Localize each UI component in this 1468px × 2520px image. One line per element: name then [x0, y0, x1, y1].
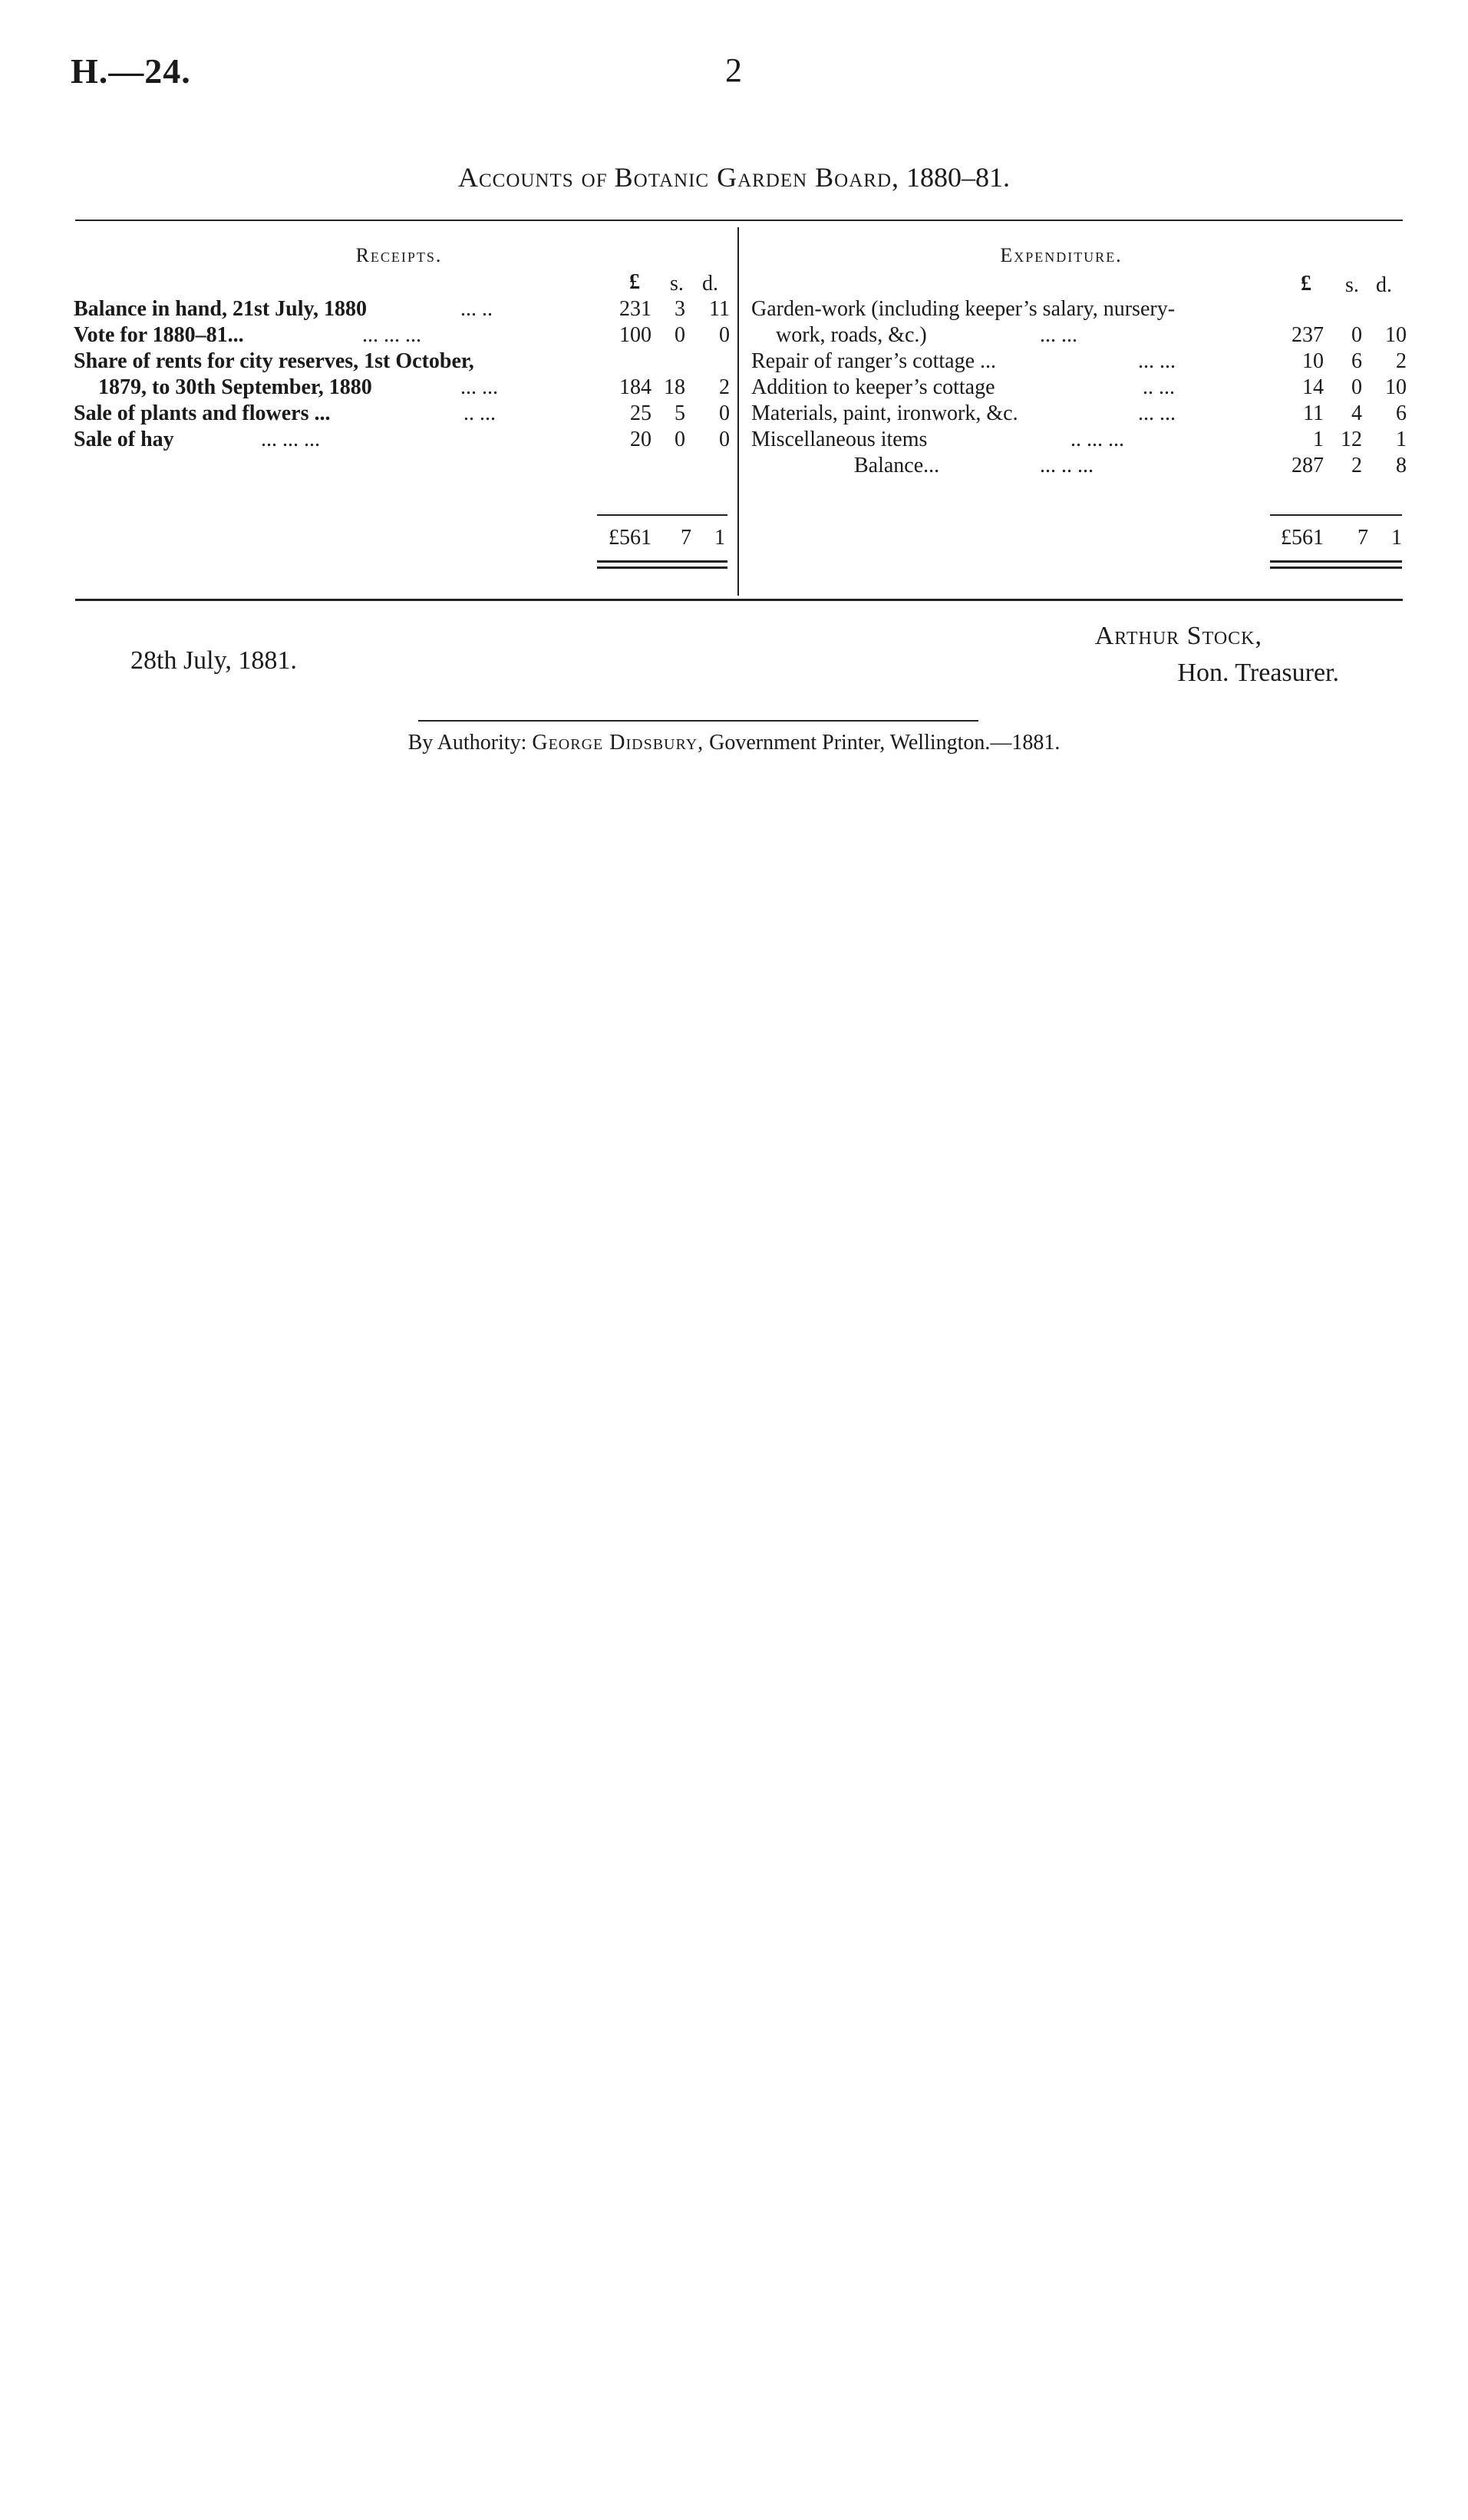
receipt-shillings: 18 — [664, 375, 685, 399]
expenditure-label: Materials, paint, ironwork, &c. — [751, 401, 1018, 425]
receipts-total-pounds: £561 — [609, 526, 652, 550]
expenditure-total-row — [739, 525, 1407, 551]
expenditure-pence: 10 — [1385, 323, 1407, 347]
receipt-row — [0, 348, 737, 401]
expenditure-leader: ... ... — [1138, 349, 1176, 373]
receipts-total-rule-top — [597, 514, 727, 516]
receipt-label: Sale of plants and flowers ... — [74, 401, 331, 425]
expenditure-total-shillings: 7 — [1357, 526, 1368, 550]
bottom-rule — [75, 599, 1403, 601]
receipt-label: Balance in hand, 21st July, 1880 — [74, 297, 367, 321]
expenditure-leader: .. ... ... — [1070, 428, 1124, 451]
expenditure-heading: Expenditure. — [1000, 244, 1123, 266]
receipt-row — [0, 296, 737, 322]
expenditure-double-rule-1 — [1270, 560, 1402, 563]
receipt-shillings: 0 — [675, 323, 685, 347]
receipts-shillings-header: s. — [670, 272, 684, 296]
expenditure-leader: .. ... — [1143, 375, 1175, 399]
expenditure-label-continued: work, roads, &c.) — [776, 323, 927, 347]
expenditure-shillings: 12 — [1341, 428, 1362, 451]
expenditure-row — [739, 401, 1407, 427]
receipts-total-row — [0, 525, 737, 551]
receipt-label: Share of rents for city reserves, 1st October, — [74, 349, 474, 373]
receipt-pounds: 25 — [630, 401, 652, 425]
expenditure-pounds: 287 — [1292, 454, 1324, 477]
receipt-leader: ... ... — [460, 375, 498, 399]
expenditure-label: Garden-work (including keeper’s salary, nursery- — [751, 297, 1176, 321]
receipt-pounds: 184 — [619, 375, 652, 399]
expenditure-pence: 2 — [1396, 349, 1407, 373]
signatory-title: Hon. Treasurer. — [1177, 659, 1339, 687]
title-prefix: Accounts of — [457, 162, 608, 193]
expenditure-total-rule-top — [1270, 514, 1402, 516]
expenditure-total-pence: 1 — [1391, 526, 1402, 550]
receipt-shillings: 0 — [675, 428, 685, 451]
receipts-total-pence: 1 — [714, 526, 725, 550]
receipt-pence: 0 — [719, 323, 730, 347]
expenditure-pounds: 11 — [1303, 401, 1324, 425]
receipt-pence: 11 — [709, 297, 730, 321]
expenditure-shillings: 6 — [1351, 349, 1362, 373]
expenditure-label: Repair of ranger’s cottage ... — [751, 349, 997, 373]
receipt-pounds: 20 — [630, 428, 652, 451]
imprint-suffix: Government Printer, Wellington.—1881. — [709, 731, 1061, 755]
expenditure-pence: 6 — [1396, 401, 1407, 425]
expenditure-section — [739, 0, 1407, 599]
expenditure-row — [739, 375, 1407, 401]
receipt-leader: .. ... — [463, 401, 496, 425]
document-id: H.—24. — [71, 51, 191, 91]
expenditure-shillings-header: s. — [1345, 273, 1359, 297]
footer-rule — [418, 720, 978, 722]
expenditure-row — [739, 453, 1407, 479]
expenditure-leader: ... .. ... — [1040, 454, 1094, 477]
signing-date: 28th July, 1881. — [130, 646, 297, 675]
expenditure-pounds-header: £ — [1301, 272, 1311, 296]
receipt-shillings: 5 — [675, 401, 685, 425]
expenditure-pence-header: d. — [1376, 273, 1392, 297]
expenditure-label: Addition to keeper’s cottage — [751, 375, 995, 399]
expenditure-pounds: 237 — [1292, 323, 1324, 347]
receipts-pence-header: d. — [702, 272, 718, 296]
expenditure-pence: 1 — [1396, 428, 1407, 451]
receipts-double-rule-2 — [597, 566, 727, 569]
receipts-total-shillings: 7 — [681, 526, 691, 550]
expenditure-shillings: 0 — [1351, 375, 1362, 399]
receipt-label-continued: 1879, to 30th September, 1880 — [98, 375, 372, 399]
receipt-label: Sale of hay — [74, 428, 174, 451]
expenditure-row — [739, 348, 1407, 375]
expenditure-pence: 10 — [1385, 375, 1407, 399]
title-year: 1880–81. — [906, 162, 1011, 193]
expenditure-pounds: 10 — [1302, 349, 1324, 373]
receipt-row — [0, 322, 737, 348]
expenditure-row — [739, 296, 1407, 348]
receipts-section — [0, 0, 737, 599]
receipt-row — [0, 427, 737, 453]
imprint-printer: George Didsbury, — [532, 731, 704, 755]
receipt-pounds: 231 — [619, 297, 652, 321]
imprint-prefix: By Authority: — [407, 731, 527, 755]
expenditure-pence: 8 — [1396, 454, 1407, 477]
expenditure-pounds: 1 — [1313, 428, 1324, 451]
receipts-heading: Receipts. — [355, 244, 443, 266]
expenditure-shillings: 0 — [1351, 323, 1362, 347]
expenditure-double-rule-2 — [1270, 566, 1402, 569]
expenditure-total-pounds: £561 — [1281, 526, 1324, 550]
receipt-pence: 2 — [719, 375, 730, 399]
receipts-double-rule-1 — [597, 560, 727, 563]
expenditure-pounds: 14 — [1302, 375, 1324, 399]
title-name: Botanic Garden Board, — [614, 162, 900, 193]
expenditure-leader: ... ... — [1138, 401, 1176, 425]
expenditure-shillings: 4 — [1351, 401, 1362, 425]
expenditure-label: Balance... — [854, 454, 940, 477]
receipt-pence: 0 — [719, 428, 730, 451]
signature-block — [1095, 618, 1339, 692]
receipt-leader: ... ... ... — [261, 428, 320, 451]
expenditure-leader: ... ... — [1040, 323, 1077, 347]
receipt-pounds: 100 — [619, 323, 652, 347]
receipt-leader: ... .. — [460, 297, 493, 321]
receipt-shillings: 3 — [675, 297, 685, 321]
receipt-leader: ... ... ... — [362, 323, 421, 347]
receipts-pounds-header: £ — [629, 270, 640, 294]
expenditure-label: Miscellaneous items — [751, 428, 928, 451]
expenditure-row — [739, 427, 1407, 453]
receipt-row — [0, 401, 737, 427]
receipt-label: Vote for 1880–81... — [74, 323, 244, 347]
receipt-pence: 0 — [719, 401, 730, 425]
signatory-name: Arthur Stock, — [1094, 622, 1262, 650]
expenditure-shillings: 2 — [1351, 454, 1362, 477]
printer-imprint — [0, 731, 1468, 755]
page-number: 2 — [725, 51, 742, 89]
